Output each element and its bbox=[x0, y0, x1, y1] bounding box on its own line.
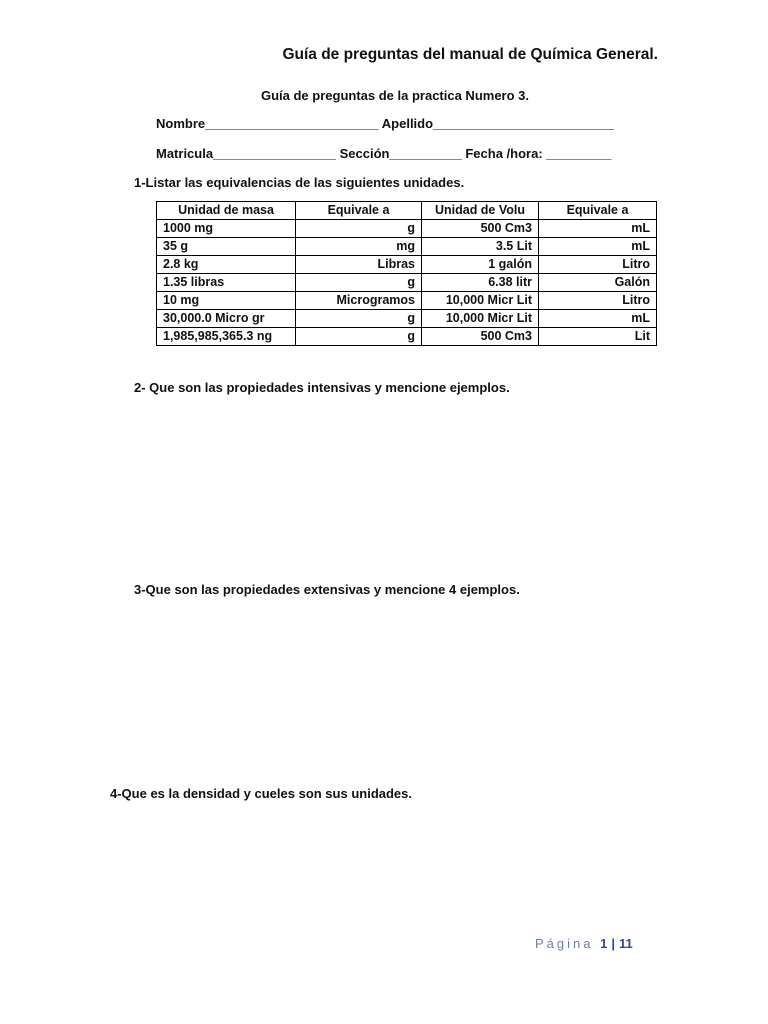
enrollment-section-date-line: Matricula_________________ Sección__________ Fecha /hora: _________ bbox=[156, 146, 612, 161]
practice-subtitle: Guía de preguntas de la practica Numero 3. bbox=[260, 88, 530, 103]
question-2: 2- Que son las propiedades intensivas y mencione ejemplos. bbox=[134, 380, 510, 395]
table-cell: 10,000 Micr Lit bbox=[422, 292, 539, 310]
table-row bbox=[157, 220, 657, 238]
equivalence-table bbox=[156, 201, 657, 346]
table-cell: 10,000 Micr Lit bbox=[422, 310, 539, 328]
table-cell: Litro bbox=[539, 256, 657, 274]
table-cell: 500 Cm3 bbox=[422, 220, 539, 238]
table-row bbox=[157, 256, 657, 274]
table-header-cell: Equivale a bbox=[539, 202, 657, 220]
table-cell: 1,985,985,365.3 ng bbox=[157, 328, 296, 346]
document-title: Guía de preguntas del manual de Química General. bbox=[282, 46, 658, 63]
table-row bbox=[157, 328, 657, 346]
question-3: 3-Que son las propiedades extensivas y mencione 4 ejemplos. bbox=[134, 582, 520, 597]
table-header-row bbox=[157, 202, 657, 220]
table-cell: mg bbox=[296, 238, 422, 256]
table-cell: 500 Cm3 bbox=[422, 328, 539, 346]
page-separator: | bbox=[611, 936, 615, 951]
table-cell: 1.35 libras bbox=[157, 274, 296, 292]
table-cell: 2.8 kg bbox=[157, 256, 296, 274]
table-header-cell: Unidad de masa bbox=[157, 202, 296, 220]
page-current: 1 bbox=[600, 936, 608, 951]
table-cell: mL bbox=[539, 238, 657, 256]
table-cell: g bbox=[296, 220, 422, 238]
table-cell: Libras bbox=[296, 256, 422, 274]
table-header-cell: Unidad de Volu bbox=[422, 202, 539, 220]
page-footer bbox=[535, 936, 633, 951]
table-cell: 35 g bbox=[157, 238, 296, 256]
table-row bbox=[157, 238, 657, 256]
page-label: Página bbox=[535, 936, 594, 951]
question-1: 1-Listar las equivalencias de las siguientes unidades. bbox=[134, 175, 465, 190]
table-cell: 1000 mg bbox=[157, 220, 296, 238]
table-cell: g bbox=[296, 310, 422, 328]
table-cell: g bbox=[296, 328, 422, 346]
table-cell: 6.38 litr bbox=[422, 274, 539, 292]
page-total: 11 bbox=[618, 936, 633, 951]
table-row bbox=[157, 292, 657, 310]
name-surname-line: Nombre________________________ Apellido_________________________ bbox=[156, 116, 614, 131]
table-cell: mL bbox=[539, 310, 657, 328]
table-cell: Lit bbox=[539, 328, 657, 346]
table-cell: Microgramos bbox=[296, 292, 422, 310]
table-row bbox=[157, 274, 657, 292]
table-cell: Litro bbox=[539, 292, 657, 310]
table-cell: 30,000.0 Micro gr bbox=[157, 310, 296, 328]
table-cell: g bbox=[296, 274, 422, 292]
table-cell: 1 galón bbox=[422, 256, 539, 274]
table-cell: Galón bbox=[539, 274, 657, 292]
question-4: 4-Que es la densidad y cueles son sus unidades. bbox=[110, 786, 412, 801]
table-row bbox=[157, 310, 657, 328]
table-cell: 3.5 Lit bbox=[422, 238, 539, 256]
table-cell: mL bbox=[539, 220, 657, 238]
table-cell: 10 mg bbox=[157, 292, 296, 310]
table-header-cell: Equivale a bbox=[296, 202, 422, 220]
